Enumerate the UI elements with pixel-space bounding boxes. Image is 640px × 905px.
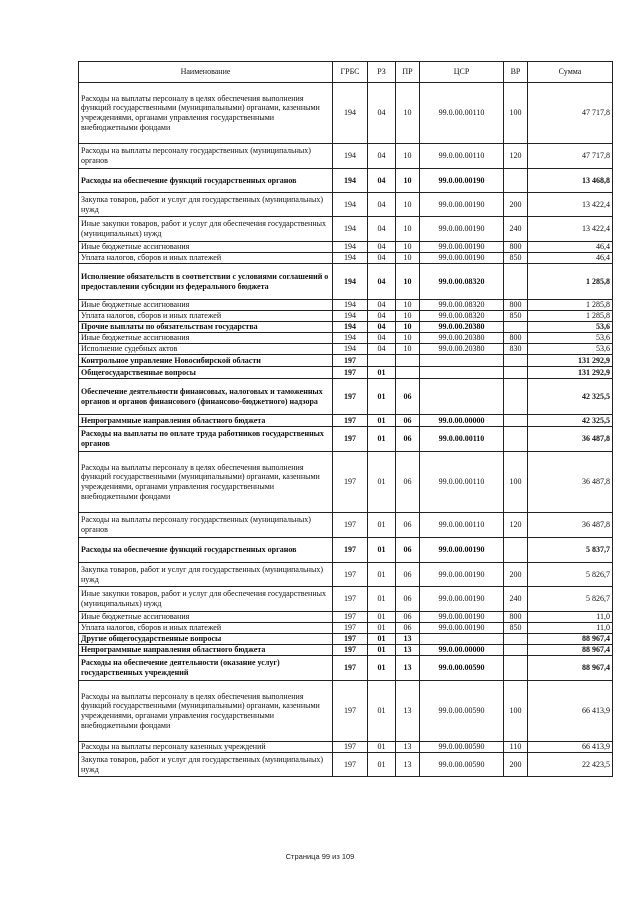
cell-name: Другие общегосударственные вопросы — [79, 634, 333, 645]
cell-rz: 01 — [368, 645, 396, 656]
cell-rz: 04 — [368, 322, 396, 333]
table-row — [79, 612, 613, 623]
cell-grbs: 197 — [333, 379, 368, 415]
cell-grbs: 194 — [333, 193, 368, 217]
cell-pr: 10 — [396, 242, 420, 253]
cell-vr — [504, 367, 528, 379]
table-row — [79, 656, 613, 681]
cell-vr — [504, 355, 528, 367]
cell-sum: 88 967,4 — [528, 634, 613, 645]
cell-name: Прочие выплаты по обязательствам государства — [79, 322, 333, 333]
cell-grbs: 194 — [333, 83, 368, 144]
cell-pr: 10 — [396, 253, 420, 264]
cell-name: Расходы на выплаты по оплате труда работников государственных органов — [79, 427, 333, 452]
table-row — [79, 634, 613, 645]
cell-rz: 01 — [368, 367, 396, 379]
col-header-name: Наименование — [79, 62, 333, 83]
cell-pr: 10 — [396, 83, 420, 144]
cell-csr: 99.0.00.20380 — [420, 333, 504, 344]
cell-csr: 99.0.00.00590 — [420, 753, 504, 777]
cell-vr — [504, 322, 528, 333]
cell-csr: 99.0.00.00190 — [420, 538, 504, 563]
cell-csr: 99.0.00.08320 — [420, 264, 504, 300]
cell-vr: 800 — [504, 300, 528, 311]
cell-sum: 53,6 — [528, 344, 613, 355]
cell-grbs: 197 — [333, 681, 368, 742]
cell-pr: 06 — [396, 623, 420, 634]
cell-csr: 99.0.00.20380 — [420, 322, 504, 333]
cell-sum: 66 413,9 — [528, 681, 613, 742]
cell-name: Расходы на выплаты персоналу в целях обеспечения выполнения функций государственными (муниципальными) органами, казенными учреждениями, органами управления государственными внебюджетными фондами — [79, 83, 333, 144]
col-header-sum: Сумма — [528, 62, 613, 83]
cell-pr: 13 — [396, 656, 420, 681]
table-row — [79, 742, 613, 753]
col-header-csr: ЦСР — [420, 62, 504, 83]
cell-rz: 04 — [368, 300, 396, 311]
cell-pr: 10 — [396, 144, 420, 169]
table-row — [79, 452, 613, 513]
cell-grbs: 194 — [333, 217, 368, 242]
table-row — [79, 193, 613, 217]
cell-vr: 200 — [504, 193, 528, 217]
cell-grbs: 194 — [333, 264, 368, 300]
cell-sum: 13 468,8 — [528, 169, 613, 193]
cell-csr: 99.0.00.00190 — [420, 217, 504, 242]
cell-name: Непрограммные направления областного бюджета — [79, 415, 333, 427]
cell-rz: 04 — [368, 344, 396, 355]
cell-sum: 53,6 — [528, 333, 613, 344]
cell-grbs: 197 — [333, 645, 368, 656]
cell-sum: 36 487,8 — [528, 427, 613, 452]
cell-vr: 100 — [504, 681, 528, 742]
cell-sum: 13 422,4 — [528, 193, 613, 217]
cell-pr: 13 — [396, 681, 420, 742]
cell-rz — [368, 355, 396, 367]
cell-rz: 04 — [368, 144, 396, 169]
cell-name: Расходы на выплаты персоналу государственных (муниципальных) органов — [79, 513, 333, 538]
cell-vr — [504, 415, 528, 427]
cell-csr: 99.0.00.00190 — [420, 623, 504, 634]
cell-sum: 46,4 — [528, 253, 613, 264]
cell-grbs: 197 — [333, 367, 368, 379]
cell-sum: 5 826,7 — [528, 587, 613, 612]
cell-csr: 99.0.00.00590 — [420, 681, 504, 742]
cell-vr: 850 — [504, 253, 528, 264]
cell-rz: 04 — [368, 193, 396, 217]
cell-rz: 04 — [368, 217, 396, 242]
cell-name: Расходы на обеспечение функций государственных органов — [79, 169, 333, 193]
cell-grbs: 194 — [333, 144, 368, 169]
cell-csr — [420, 355, 504, 367]
cell-grbs: 194 — [333, 322, 368, 333]
cell-pr: 06 — [396, 587, 420, 612]
cell-csr: 99.0.00.00110 — [420, 452, 504, 513]
table-row — [79, 217, 613, 242]
cell-sum: 47 717,8 — [528, 83, 613, 144]
cell-vr: 800 — [504, 333, 528, 344]
col-header-pr: ПР — [396, 62, 420, 83]
table-row — [79, 311, 613, 322]
cell-name: Расходы на обеспечение деятельности (оказание услуг) государственных учреждений — [79, 656, 333, 681]
cell-pr — [396, 367, 420, 379]
cell-name: Иные бюджетные ассигнования — [79, 333, 333, 344]
cell-sum: 66 413,9 — [528, 742, 613, 753]
cell-rz: 01 — [368, 634, 396, 645]
table-row — [79, 623, 613, 634]
cell-name: Расходы на выплаты персоналу казенных учреждений — [79, 742, 333, 753]
cell-rz: 01 — [368, 452, 396, 513]
cell-pr: 13 — [396, 645, 420, 656]
cell-rz: 04 — [368, 242, 396, 253]
cell-vr — [504, 538, 528, 563]
cell-vr: 200 — [504, 563, 528, 587]
cell-grbs: 197 — [333, 355, 368, 367]
cell-pr: 10 — [396, 333, 420, 344]
cell-csr: 99.0.00.00590 — [420, 656, 504, 681]
cell-csr — [420, 634, 504, 645]
cell-name: Расходы на обеспечение функций государственных органов — [79, 538, 333, 563]
cell-name: Иные бюджетные ассигнования — [79, 242, 333, 253]
cell-pr: 10 — [396, 322, 420, 333]
cell-sum: 42 325,5 — [528, 379, 613, 415]
cell-vr: 100 — [504, 452, 528, 513]
cell-pr: 06 — [396, 415, 420, 427]
cell-name: Уплата налогов, сборов и иных платежей — [79, 311, 333, 322]
cell-grbs: 197 — [333, 452, 368, 513]
cell-grbs: 194 — [333, 242, 368, 253]
cell-pr — [396, 355, 420, 367]
cell-vr: 120 — [504, 513, 528, 538]
table-row — [79, 355, 613, 367]
cell-rz: 01 — [368, 623, 396, 634]
cell-vr: 800 — [504, 242, 528, 253]
cell-csr: 99.0.00.00190 — [420, 612, 504, 623]
cell-rz: 01 — [368, 587, 396, 612]
cell-vr: 110 — [504, 742, 528, 753]
cell-sum: 11,0 — [528, 623, 613, 634]
cell-grbs: 197 — [333, 587, 368, 612]
cell-pr: 06 — [396, 538, 420, 563]
cell-vr — [504, 264, 528, 300]
cell-csr: 99.0.00.08320 — [420, 300, 504, 311]
cell-pr: 13 — [396, 742, 420, 753]
cell-vr — [504, 427, 528, 452]
cell-csr: 99.0.00.00000 — [420, 415, 504, 427]
cell-sum: 36 487,8 — [528, 452, 613, 513]
cell-grbs: 197 — [333, 513, 368, 538]
cell-pr: 13 — [396, 753, 420, 777]
cell-pr: 06 — [396, 427, 420, 452]
cell-vr — [504, 656, 528, 681]
cell-grbs: 197 — [333, 753, 368, 777]
table-row — [79, 264, 613, 300]
cell-grbs: 197 — [333, 634, 368, 645]
cell-rz: 01 — [368, 753, 396, 777]
table-row — [79, 587, 613, 612]
cell-sum: 53,6 — [528, 322, 613, 333]
cell-sum: 88 967,4 — [528, 656, 613, 681]
cell-sum: 5 837,7 — [528, 538, 613, 563]
cell-sum: 88 967,4 — [528, 645, 613, 656]
cell-pr: 06 — [396, 379, 420, 415]
cell-name: Закупка товаров, работ и услуг для государственных (муниципальных) нужд — [79, 753, 333, 777]
cell-csr: 99.0.00.00110 — [420, 427, 504, 452]
table-row — [79, 333, 613, 344]
cell-name: Исполнение судебных актов — [79, 344, 333, 355]
cell-sum: 36 487,8 — [528, 513, 613, 538]
cell-pr: 10 — [396, 344, 420, 355]
cell-name: Обеспечение деятельности финансовых, налоговых и таможенных органов и органов финансового (финансово-бюджетного) надзора — [79, 379, 333, 415]
cell-name: Уплата налогов, сборов и иных платежей — [79, 623, 333, 634]
cell-vr: 240 — [504, 217, 528, 242]
cell-vr — [504, 379, 528, 415]
cell-rz: 01 — [368, 513, 396, 538]
cell-name: Исполнение обязательств в соответствии с условиями соглашений о предоставлении субсидии из федерального бюджета — [79, 264, 333, 300]
table-row — [79, 427, 613, 452]
cell-csr: 99.0.00.00190 — [420, 587, 504, 612]
cell-pr: 10 — [396, 169, 420, 193]
table-row — [79, 253, 613, 264]
cell-sum: 1 285,8 — [528, 300, 613, 311]
cell-csr: 99.0.00.00190 — [420, 253, 504, 264]
cell-sum: 1 285,8 — [528, 311, 613, 322]
cell-pr: 10 — [396, 300, 420, 311]
cell-sum: 11,0 — [528, 612, 613, 623]
cell-name: Иные бюджетные ассигнования — [79, 612, 333, 623]
cell-grbs: 194 — [333, 300, 368, 311]
cell-grbs: 194 — [333, 333, 368, 344]
cell-sum: 1 285,8 — [528, 264, 613, 300]
cell-name: Непрограммные направления областного бюджета — [79, 645, 333, 656]
cell-csr: 99.0.00.00190 — [420, 242, 504, 253]
cell-grbs: 194 — [333, 311, 368, 322]
cell-vr — [504, 645, 528, 656]
cell-grbs: 197 — [333, 427, 368, 452]
cell-csr: 99.0.00.00110 — [420, 83, 504, 144]
cell-pr: 10 — [396, 311, 420, 322]
cell-name: Расходы на выплаты персоналу в целях обеспечения выполнения функций государственными (муниципальными) органами, казенными учреждениями, органами управления государственными внебюджетными фондами — [79, 452, 333, 513]
cell-rz: 04 — [368, 311, 396, 322]
table-row — [79, 513, 613, 538]
cell-sum: 5 826,7 — [528, 563, 613, 587]
cell-rz: 01 — [368, 538, 396, 563]
cell-vr: 100 — [504, 83, 528, 144]
cell-grbs: 197 — [333, 563, 368, 587]
cell-grbs: 197 — [333, 742, 368, 753]
col-header-vr: ВР — [504, 62, 528, 83]
table-row — [79, 144, 613, 169]
cell-vr — [504, 634, 528, 645]
cell-grbs: 194 — [333, 344, 368, 355]
cell-vr: 200 — [504, 753, 528, 777]
cell-pr: 06 — [396, 563, 420, 587]
cell-csr: 99.0.00.00110 — [420, 144, 504, 169]
table-row — [79, 563, 613, 587]
cell-csr: 99.0.00.00190 — [420, 193, 504, 217]
cell-name: Закупка товаров, работ и услуг для государственных (муниципальных) нужд — [79, 563, 333, 587]
table-body — [79, 83, 613, 777]
cell-rz: 04 — [368, 253, 396, 264]
cell-grbs: 197 — [333, 623, 368, 634]
cell-name: Иные закупки товаров, работ и услуг для обеспечения государственных (муниципальных) нужд — [79, 587, 333, 612]
table-row — [79, 322, 613, 333]
cell-rz: 01 — [368, 742, 396, 753]
table-row — [79, 538, 613, 563]
cell-pr: 13 — [396, 634, 420, 645]
col-header-grbs: ГРБС — [333, 62, 368, 83]
cell-vr: 800 — [504, 612, 528, 623]
cell-rz: 01 — [368, 415, 396, 427]
cell-rz: 04 — [368, 83, 396, 144]
cell-grbs: 197 — [333, 538, 368, 563]
table-row — [79, 83, 613, 144]
cell-rz: 01 — [368, 681, 396, 742]
table-row — [79, 300, 613, 311]
cell-name: Расходы на выплаты персоналу в целях обеспечения выполнения функций государственными (муниципальными) органами, казенными учреждениями, органами управления государственными внебюджетными фондами — [79, 681, 333, 742]
col-header-rz: РЗ — [368, 62, 396, 83]
cell-vr: 240 — [504, 587, 528, 612]
cell-rz: 01 — [368, 379, 396, 415]
cell-csr: 99.0.00.00190 — [420, 169, 504, 193]
cell-name: Контрольное управление Новосибирской области — [79, 355, 333, 367]
cell-rz: 04 — [368, 264, 396, 300]
cell-csr: 99.0.00.20380 — [420, 344, 504, 355]
cell-csr — [420, 367, 504, 379]
cell-vr: 830 — [504, 344, 528, 355]
cell-csr: 99.0.00.08320 — [420, 311, 504, 322]
cell-sum: 131 292,9 — [528, 367, 613, 379]
cell-sum: 47 717,8 — [528, 144, 613, 169]
table-row — [79, 379, 613, 415]
cell-name: Закупка товаров, работ и услуг для государственных (муниципальных) нужд — [79, 193, 333, 217]
cell-grbs: 197 — [333, 656, 368, 681]
table-row — [79, 242, 613, 253]
cell-rz: 01 — [368, 612, 396, 623]
cell-csr: 99.0.00.00000 — [420, 645, 504, 656]
cell-name: Уплата налогов, сборов и иных платежей — [79, 253, 333, 264]
cell-csr: 99.0.00.00590 — [420, 742, 504, 753]
cell-rz: 04 — [368, 333, 396, 344]
cell-sum: 22 423,5 — [528, 753, 613, 777]
cell-rz: 01 — [368, 427, 396, 452]
table-header-row — [79, 62, 613, 83]
cell-csr: 99.0.00.00190 — [420, 563, 504, 587]
cell-vr: 850 — [504, 311, 528, 322]
table-row — [79, 645, 613, 656]
budget-table — [78, 61, 613, 777]
cell-name: Иные бюджетные ассигнования — [79, 300, 333, 311]
cell-sum: 131 292,9 — [528, 355, 613, 367]
cell-grbs: 197 — [333, 612, 368, 623]
cell-vr — [504, 169, 528, 193]
table-row — [79, 344, 613, 355]
cell-pr: 10 — [396, 264, 420, 300]
table-row — [79, 415, 613, 427]
cell-name: Расходы на выплаты персоналу государственных (муниципальных) органов — [79, 144, 333, 169]
cell-name: Иные закупки товаров, работ и услуг для обеспечения государственных (муниципальных) нужд — [79, 217, 333, 242]
cell-grbs: 194 — [333, 253, 368, 264]
cell-csr — [420, 379, 504, 415]
cell-sum: 46,4 — [528, 242, 613, 253]
table-row — [79, 169, 613, 193]
table-row — [79, 753, 613, 777]
cell-pr: 06 — [396, 452, 420, 513]
cell-vr: 850 — [504, 623, 528, 634]
cell-grbs: 197 — [333, 415, 368, 427]
cell-csr: 99.0.00.00110 — [420, 513, 504, 538]
cell-pr: 10 — [396, 193, 420, 217]
cell-pr: 06 — [396, 612, 420, 623]
table-row — [79, 681, 613, 742]
cell-name: Общегосударственные вопросы — [79, 367, 333, 379]
page-number: Страница 99 из 109 — [285, 852, 355, 861]
cell-sum: 13 422,4 — [528, 217, 613, 242]
cell-sum: 42 325,5 — [528, 415, 613, 427]
cell-pr: 10 — [396, 217, 420, 242]
cell-grbs: 194 — [333, 169, 368, 193]
cell-pr: 06 — [396, 513, 420, 538]
table-row — [79, 367, 613, 379]
cell-vr: 120 — [504, 144, 528, 169]
cell-rz: 01 — [368, 563, 396, 587]
cell-rz: 04 — [368, 169, 396, 193]
cell-rz: 01 — [368, 656, 396, 681]
